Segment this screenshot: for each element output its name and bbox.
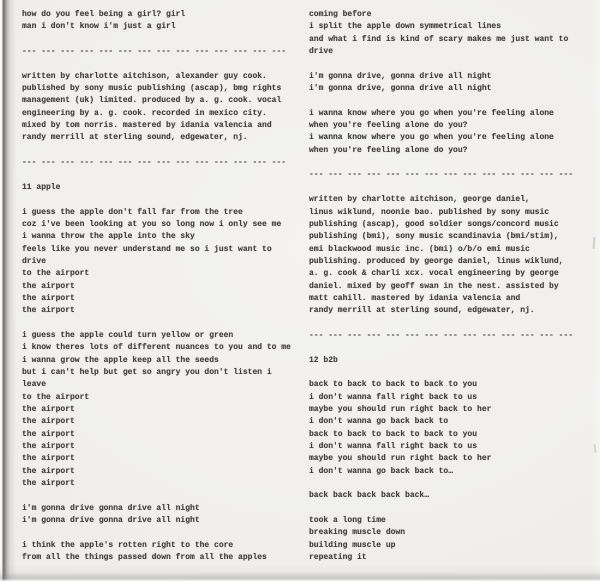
- lyrics-line: when you're feeling alone do you?: [309, 145, 468, 155]
- lyrics-line: the airport: [22, 293, 75, 303]
- lyrics-line: the airport: [22, 306, 75, 316]
- lyrics-line: the airport: [22, 442, 75, 452]
- credits-line: publishing (bmi), sony music scandinavia (bmi/stim),: [309, 232, 559, 242]
- lyrics-line: but i can't help but get so angry you don't listen i: [22, 367, 272, 377]
- lyrics-line: i wanna throw the apple into the sky: [22, 232, 195, 242]
- lyrics-line: the airport: [22, 466, 75, 476]
- lyrics-line: the airport: [22, 417, 75, 427]
- track-11-title: [22, 182, 291, 194]
- lyrics-line: i'm gonna drive gonna drive all night: [22, 516, 200, 526]
- divider-line: --- --- --- --- --- --- --- --- --- --- --- --- --- ---: [22, 47, 287, 57]
- credits-line: management (uk) limited. produced by a. g. cook. vocal: [22, 96, 282, 106]
- credits-line: emi blackwood music inc. (bmi) o/b/o emi music: [309, 244, 530, 254]
- lyrics-line: i wanna know where you go when you're feeling alone: [309, 133, 554, 143]
- lyrics-line: i split the apple down symmetrical lines: [309, 22, 502, 32]
- lyrics-line: feels like you never understand me so i just want to: [22, 244, 272, 254]
- lyrics-line: back to back to back to back to you: [309, 429, 478, 439]
- divider-line: --- --- --- --- --- --- --- --- --- --- --- --- --- ---: [309, 170, 574, 180]
- lyrics-line: back back back back back…: [309, 491, 430, 501]
- lyrics-line: building muscle up: [309, 540, 396, 550]
- lyrics-line: repeating it: [309, 553, 367, 563]
- lyrics-line: i think the apple's rotten right to the core: [22, 540, 234, 550]
- section-divider: [309, 169, 573, 181]
- credits-line: randy merrill at sterling sound, edgewater, nj.: [309, 306, 535, 316]
- credits-line: written by charlotte aitchison, alexander guy cook.: [22, 71, 267, 81]
- lyrics-line: i don't wanna fall right back to us: [309, 392, 478, 402]
- apple-bridge: [22, 540, 291, 565]
- apple-outro: [309, 108, 573, 157]
- apple-verse-1: [22, 207, 291, 318]
- lyrics-line: breaking muscle down: [309, 528, 406, 538]
- lyrics-line: i'm gonna drive, gonna drive all night: [309, 71, 492, 81]
- apple-drive-refrain-left: [22, 503, 291, 528]
- track-12-title: [309, 355, 573, 367]
- credits-line: publishing (ascap), good soldier songs/concord music: [309, 219, 559, 229]
- divider-line: --- --- --- --- --- --- --- --- --- --- --- --- --- ---: [22, 158, 287, 168]
- page-spine-shadow: [0, 0, 16, 581]
- track-title-line: 12 b2b: [309, 355, 338, 365]
- lyrics-line: the airport: [22, 405, 75, 414]
- section-divider: [22, 157, 291, 169]
- lyrics-line: man i don't know i'm just a girl: [22, 22, 176, 32]
- lyrics-line: i don't wanna go back back to: [309, 417, 449, 427]
- section-divider: [309, 330, 573, 342]
- credits-line: publishing. produced by george daniel, linus wiklund,: [309, 256, 564, 266]
- lyrics-line: when you're feeling alone do you?: [309, 121, 468, 131]
- credits-line: engineering by a. g. cook. recorded in mexico city.: [22, 108, 267, 118]
- lyrics-line: i guess the apple don't fall far from the tree: [22, 207, 243, 217]
- lyrics-line: drive: [22, 256, 47, 266]
- lyrics-line: maybe you should run right back to her: [309, 405, 492, 414]
- lyrics-line: i guess the apple could turn yellow or green: [22, 330, 234, 340]
- lyrics-line: the airport: [22, 281, 75, 291]
- track-11-credits: [309, 194, 573, 317]
- lyrics-line: maybe you should run right back to her: [309, 454, 492, 464]
- lyrics-line: drive: [309, 47, 334, 57]
- girl-intro-lyrics: [22, 9, 291, 34]
- credits-line: matt cahill. mastered by idania valencia and: [309, 293, 521, 303]
- lyrics-line: leave: [22, 380, 47, 390]
- divider-line: --- --- --- --- --- --- --- --- --- --- --- --- --- ---: [309, 330, 574, 340]
- b2b-chorus: [309, 379, 573, 478]
- b2b-verse: [309, 515, 573, 564]
- credits-line: mixed by tom norris. mastered by idania valencia and: [22, 121, 272, 131]
- right-column: [309, 9, 573, 564]
- lyrics-line: how do you feel being a girl? girl: [22, 10, 186, 19]
- page-right-edge: [590, 0, 600, 581]
- lyrics-line: i'm gonna drive, gonna drive all night: [309, 84, 492, 94]
- left-column: [22, 9, 291, 564]
- lyrics-line: took a long time: [309, 516, 386, 526]
- lyrics-line: the airport: [22, 479, 75, 489]
- lyrics-line: i'm gonna drive gonna drive all night: [22, 503, 200, 513]
- lyrics-line: and what i find is kind of scary makes me just want to: [309, 34, 569, 44]
- page-bottom-shadow: [0, 565, 600, 581]
- track-10-credits: [22, 71, 291, 145]
- lyrics-line: i wanna grow the apple keep all the seeds: [22, 355, 219, 365]
- lyrics-line: coz i've been looking at you so long now i only see me: [22, 219, 282, 229]
- credits-line: randy merrill at sterling sound, edgewater, nj.: [22, 133, 248, 143]
- lyrics-line: i don't wanna go back back to…: [309, 466, 454, 476]
- credits-line: published by sony music publishing (ascap), bmg rights: [22, 84, 282, 94]
- lyrics-line: i wanna know where you go when you're feeling alone: [309, 108, 554, 118]
- credits-line: a. g. cook & charli xcx. vocal engineering by george: [309, 269, 559, 279]
- apple-verse-2: [22, 330, 291, 490]
- lyrics-line: from all the things passed down from all the apples: [22, 553, 267, 563]
- lyrics-line: to the airport: [22, 392, 90, 402]
- section-divider: [22, 46, 291, 58]
- lyrics-line: i don't wanna fall right back to us: [309, 442, 478, 452]
- lyrics-line: the airport: [22, 454, 75, 464]
- lyrics-line: i know theres lots of different nuances to you and to me: [22, 343, 291, 353]
- lyrics-line: the airport: [22, 429, 75, 439]
- lyrics-line: to the airport: [22, 269, 90, 279]
- b2b-post-chorus: [309, 490, 573, 502]
- credits-line: written by charlotte aitchison, george daniel,: [309, 195, 530, 205]
- credits-line: daniel. mixed by geoff swan in the nest. assisted by: [309, 281, 559, 291]
- apple-bridge-continued: [309, 9, 573, 58]
- lyrics-line: back to back to back to back to you: [309, 380, 478, 390]
- apple-drive-refrain-right: [309, 71, 573, 96]
- credits-line: linus wiklund, noonie bao. published by sony music: [309, 207, 550, 217]
- lyrics-line: coming before: [309, 10, 372, 19]
- track-title-line: 11 apple: [22, 182, 61, 192]
